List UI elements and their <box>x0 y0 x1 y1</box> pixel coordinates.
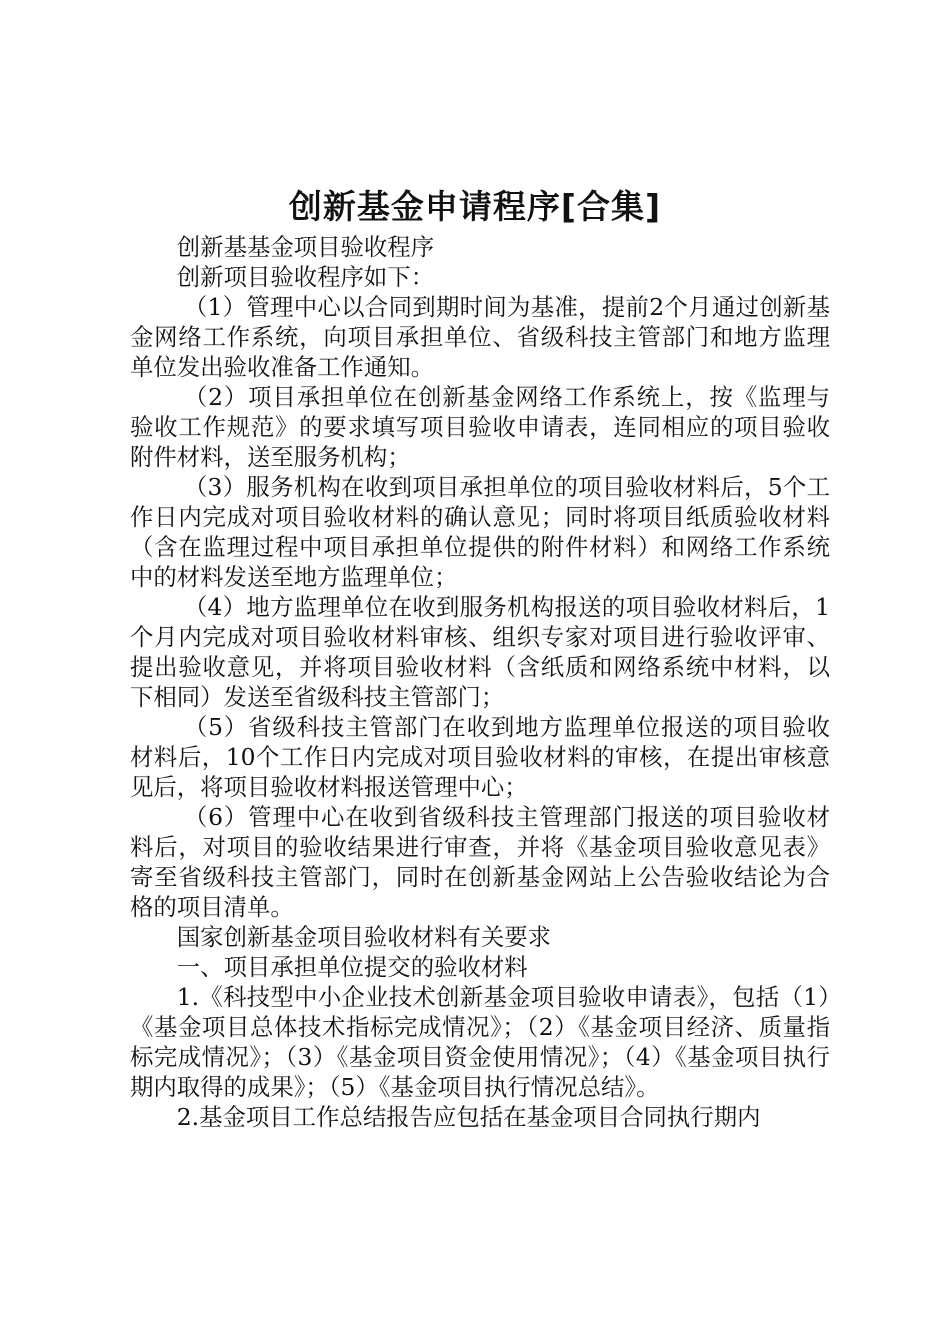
paragraph-material-item-1: 1.《科技型中小企业技术创新基金项目验收申请表》，包括（1）《基金项目总体技术指标完成情况》；（2）《基金项目经济、质量指标完成情况》；（3）《基金项目资金使用情况》；（4）《基金项目执行期内取得的成果》；（5）《基金项目执行情况总结》。 <box>130 983 830 1101</box>
paragraph-step-6: （6）管理中心在收到省级科技主管理部门报送的项目验收材料后，对项目的验收结果进行审查，并将《基金项目验收意见表》寄至省级科技主管部门，同时在创新基金网站上公告验收结论为合格的项目清单。 <box>130 803 830 921</box>
paragraph-material-requirements-heading: 国家创新基金项目验收材料有关要求 <box>176 923 552 951</box>
paragraph-step-2: （2）项目承担单位在创新基金网络工作系统上，按《监理与验收工作规范》的要求填写项目验收申请表，连同相应的项目验收附件材料，送至服务机构； <box>130 383 830 471</box>
paragraph-material-item-2: 2.基金项目工作总结报告应包括在基金项目合同执行期内 <box>176 1103 761 1131</box>
document-title: 创新基金申请程序[合集] <box>288 187 662 226</box>
document-body <box>130 232 830 1132</box>
paragraph-step-4: （4）地方监理单位在收到服务机构报送的项目验收材料后，1个月内完成对项目验收材料审核、组织专家对项目进行验收评审、提出验收意见，并将项目验收材料（含纸质和网络系统中材料，以下相同）发送至省级科技主管部门； <box>130 593 830 711</box>
paragraph-heading-acceptance-procedure: 创新基基金项目验收程序 <box>176 233 435 261</box>
paragraph-procedure-intro: 创新项目验收程序如下： <box>176 263 435 291</box>
paragraph-section-one-heading: 一、项目承担单位提交的验收材料 <box>176 953 528 981</box>
paragraph-step-1: （1）管理中心以合同到期时间为基准，提前2个月通过创新基金网络工作系统，向项目承担单位、省级科技主管部门和地方监理单位发出验收准备工作通知。 <box>130 293 830 381</box>
paragraph-step-5: （5）省级科技主管部门在收到地方监理单位报送的项目验收材料后，10个工作日内完成对项目验收材料的审核，在提出审核意见后，将项目验收材料报送管理中心； <box>130 713 830 801</box>
paragraph-step-3: （3）服务机构在收到项目承担单位的项目验收材料后，5个工作日内完成对项目验收材料的确认意见；同时将项目纸质验收材料（含在监理过程中项目承担单位提供的附件材料）和网络工作系统中的材料发送至地方监理单位； <box>130 473 830 591</box>
